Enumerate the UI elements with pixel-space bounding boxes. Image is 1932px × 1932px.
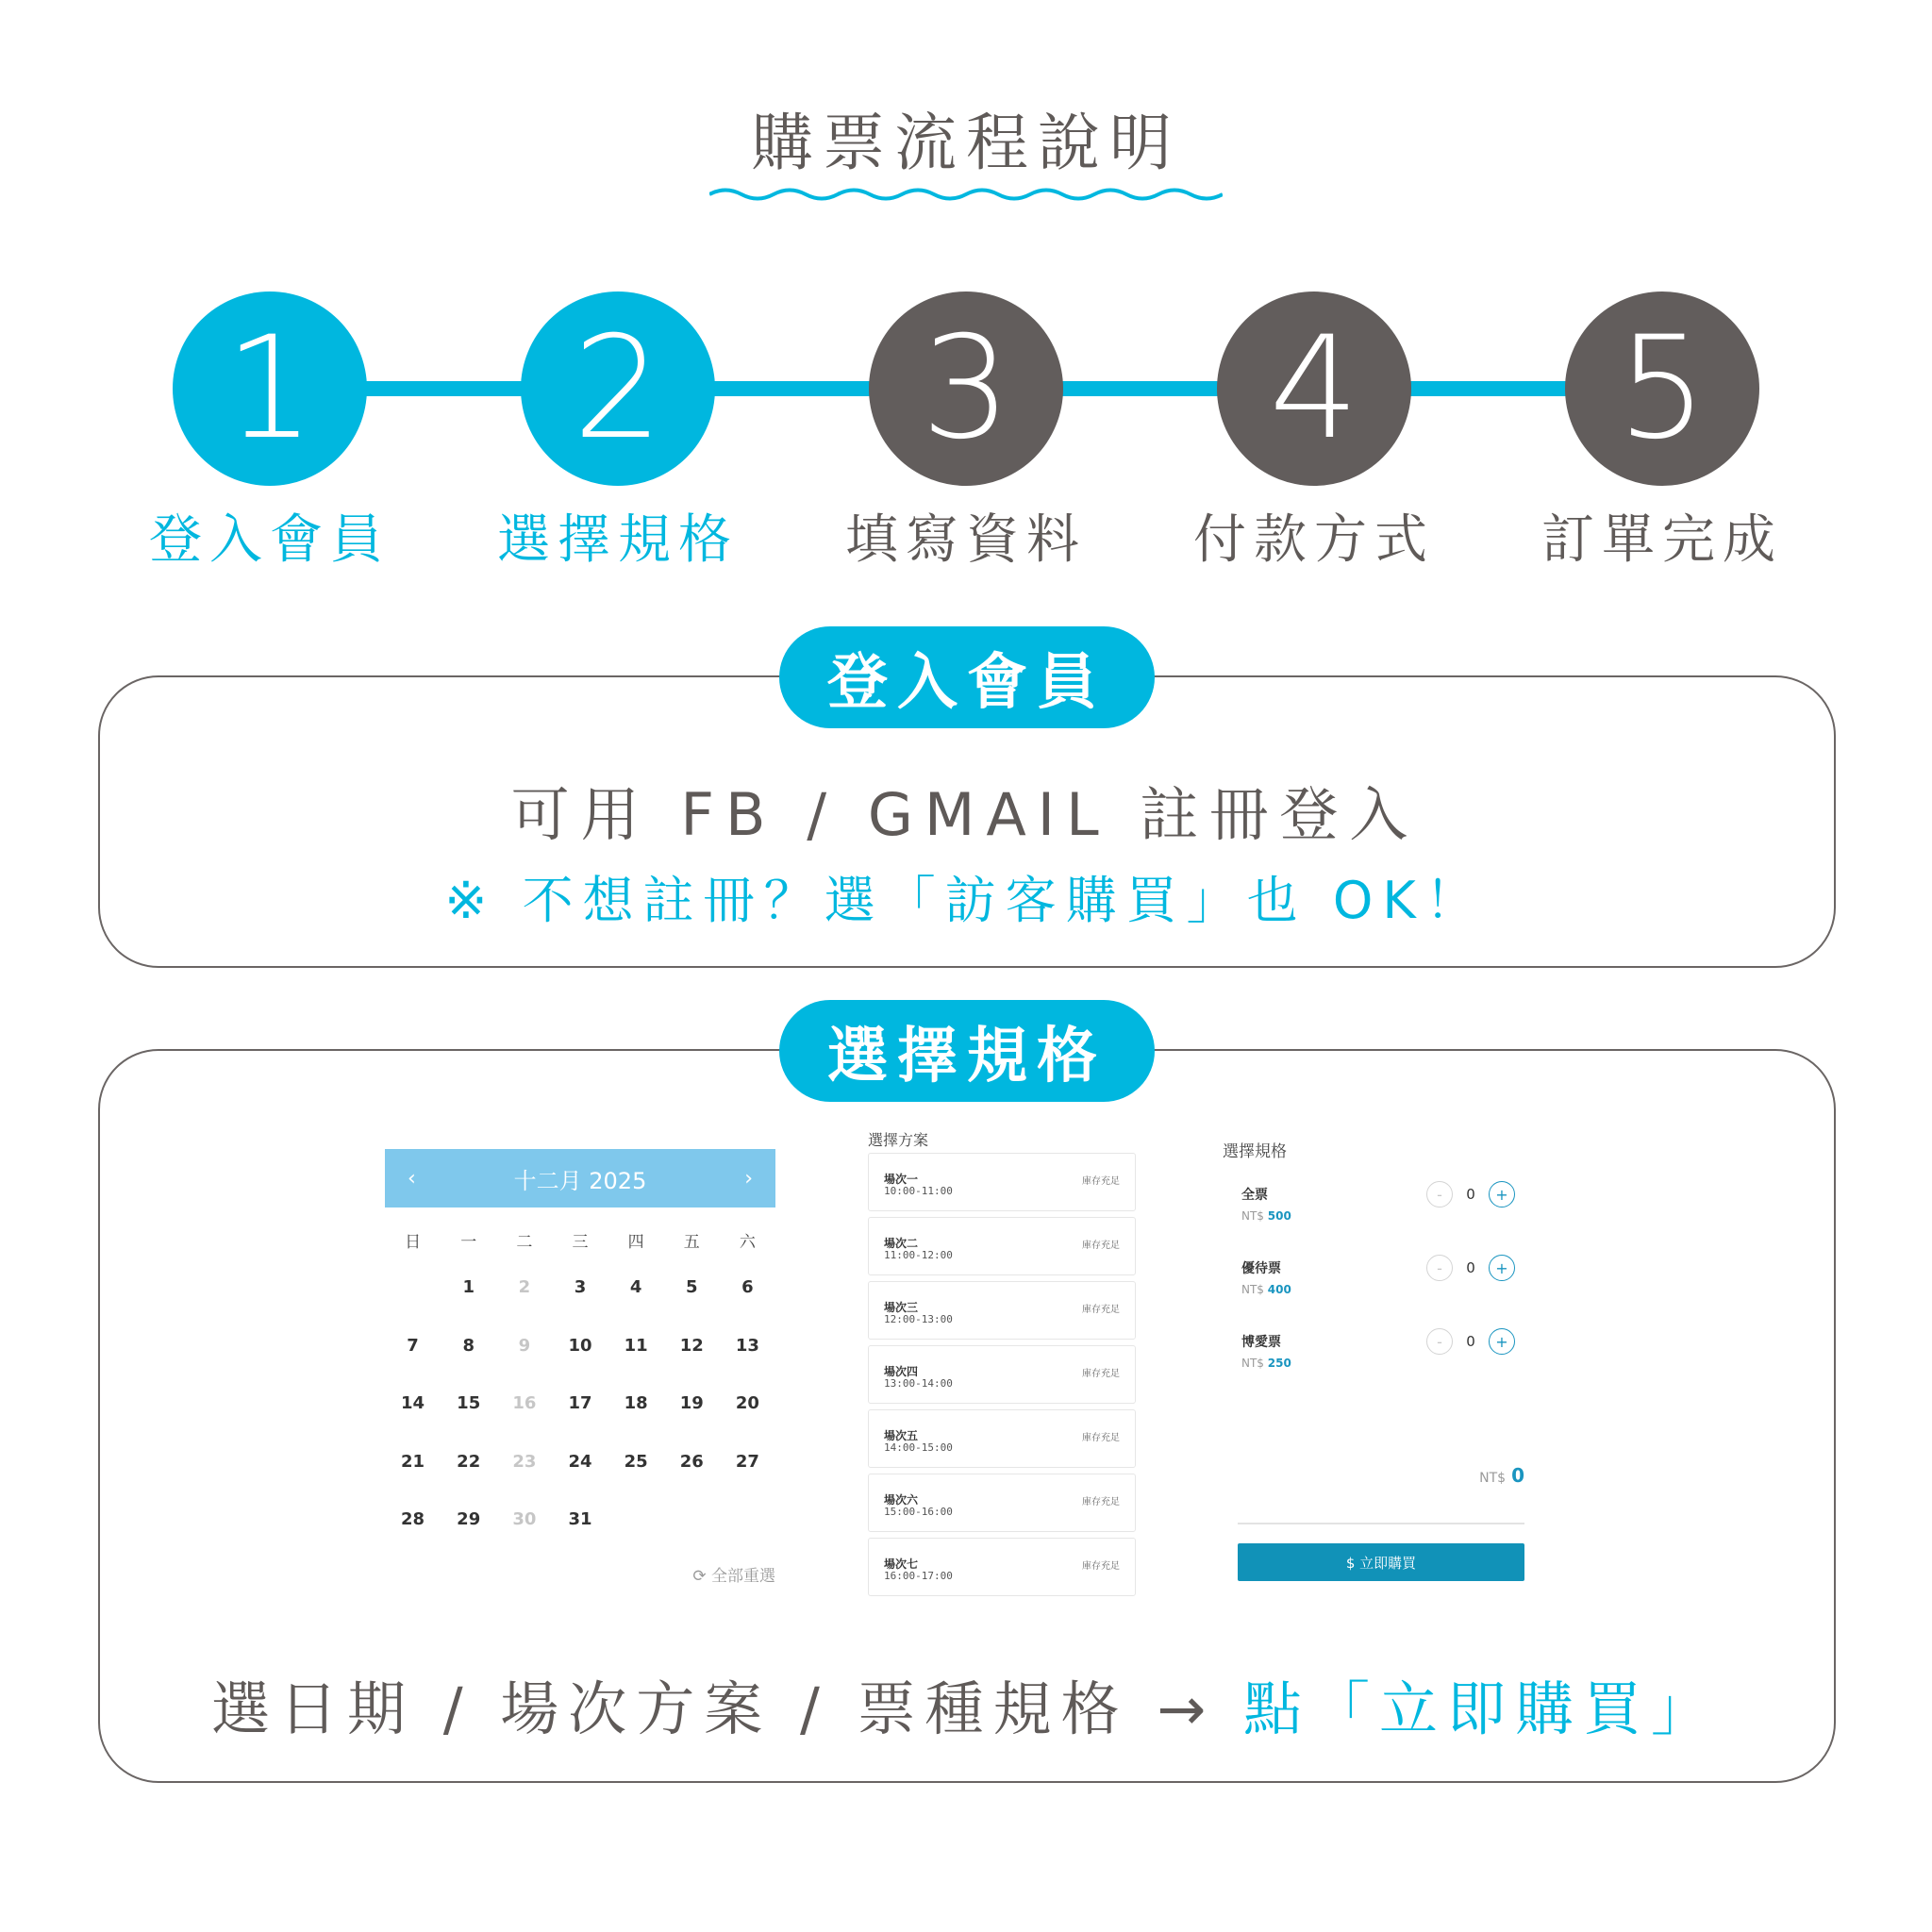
calendar-day[interactable]: 17 [568, 1393, 592, 1414]
session-time: 16:00-17:00 [884, 1570, 953, 1582]
total-price [1402, 1464, 1524, 1487]
ticket-row [1241, 1185, 1524, 1241]
calendar-weekday: 二 [516, 1232, 533, 1252]
login-method-text: 可用 FB / GMAIL 註冊登入 [510, 780, 1420, 849]
calendar-month-label: 十二月 2025 [513, 1167, 647, 1194]
calendar-day[interactable]: 31 [568, 1509, 592, 1530]
calendar-grid [385, 1221, 775, 1549]
session-time: 10:00-11:00 [884, 1185, 953, 1197]
ticket-price [1241, 1283, 1291, 1296]
session-card[interactable] [868, 1281, 1136, 1340]
spec-divider [1238, 1523, 1524, 1524]
ticket-price-value: 400 [1267, 1283, 1291, 1296]
step-2-label: 選擇規格 [497, 509, 739, 571]
session-card[interactable] [868, 1474, 1136, 1532]
ticket-price [1241, 1209, 1291, 1223]
quantity-stepper [1426, 1181, 1515, 1208]
calendar-day[interactable]: 5 [686, 1277, 698, 1298]
calendar-day: 16 [512, 1393, 537, 1414]
calendar-day[interactable]: 27 [735, 1451, 759, 1472]
step-3-label: 填寫資料 [845, 509, 1087, 571]
calendar-day[interactable]: 3 [574, 1277, 587, 1298]
session-stock-status: 庫存充足 [1082, 1176, 1120, 1187]
ticket-name: 全票 [1241, 1188, 1268, 1203]
calendar-weekday: 三 [572, 1232, 589, 1252]
calendar-day[interactable]: 29 [457, 1509, 481, 1530]
session-card[interactable] [868, 1153, 1136, 1211]
calendar-day[interactable]: 12 [679, 1335, 704, 1356]
page-title: 購票流程說明 [751, 107, 1181, 179]
spec-section-pill: 選擇規格 [779, 1000, 1155, 1102]
session-card[interactable] [868, 1538, 1136, 1596]
ticket-row [1241, 1258, 1524, 1315]
guest-purchase-note: ※ 不想註冊？選「訪客購買」也 OK！ [444, 871, 1486, 930]
calendar-day[interactable]: 20 [735, 1393, 759, 1414]
ticket-currency: NT$ [1241, 1357, 1264, 1370]
session-stock-status: 庫存充足 [1082, 1305, 1120, 1315]
session-name: 場次二 [884, 1237, 919, 1250]
spec-instruction-text: 選日期 / 場次方案 / 票種規格 → [211, 1674, 1243, 1743]
session-time: 13:00-14:00 [884, 1377, 953, 1390]
step-4-circle: 4 [1217, 291, 1411, 486]
calendar-day[interactable]: 8 [462, 1335, 475, 1356]
calendar-empty-cell [385, 1258, 441, 1317]
calendar-day: 2 [518, 1277, 531, 1298]
session-list [868, 1153, 1136, 1602]
session-card[interactable] [868, 1409, 1136, 1468]
ticket-price [1241, 1357, 1291, 1370]
plus-icon[interactable]: + [1489, 1181, 1515, 1208]
ticket-price-value: 250 [1267, 1357, 1291, 1370]
plan-title: 選擇方案 [868, 1131, 929, 1149]
step-5-label: 訂單完成 [1541, 509, 1783, 571]
ticket-row [1241, 1332, 1524, 1389]
ticket-quantity: 0 [1466, 1333, 1475, 1350]
session-stock-status: 庫存充足 [1082, 1433, 1120, 1443]
calendar-day: 9 [518, 1335, 531, 1356]
step-2-circle: 2 [521, 291, 715, 486]
ticket-quantity: 0 [1466, 1259, 1475, 1276]
session-name: 場次六 [884, 1493, 919, 1507]
total-currency: NT$ [1479, 1471, 1507, 1486]
calendar-day[interactable]: 11 [624, 1335, 648, 1356]
session-time: 15:00-16:00 [884, 1506, 953, 1518]
ticket-price-value: 500 [1267, 1209, 1291, 1223]
calendar-day[interactable]: 18 [624, 1393, 648, 1414]
calendar-day[interactable]: 25 [624, 1451, 648, 1472]
spec-panel-title: 選擇規格 [1223, 1142, 1287, 1161]
calendar-day[interactable]: 22 [457, 1451, 481, 1472]
calendar-day[interactable]: 15 [457, 1393, 481, 1414]
plus-icon[interactable]: + [1489, 1328, 1515, 1355]
quantity-stepper [1426, 1255, 1515, 1281]
calendar-day[interactable]: 4 [629, 1277, 642, 1298]
calendar-day[interactable]: 7 [407, 1335, 419, 1356]
step-4-label: 付款方式 [1193, 509, 1435, 571]
calendar-weekday: 六 [739, 1232, 756, 1252]
step-1-circle: 1 [173, 291, 367, 486]
chevron-left-icon[interactable]: ‹ [408, 1166, 416, 1191]
session-name: 場次三 [884, 1301, 919, 1314]
session-stock-status: 庫存充足 [1082, 1497, 1120, 1507]
minus-icon[interactable]: - [1426, 1328, 1453, 1355]
calendar-weekday: 日 [405, 1232, 422, 1252]
session-stock-status: 庫存充足 [1082, 1241, 1120, 1251]
quantity-stepper [1426, 1328, 1515, 1355]
session-time: 11:00-12:00 [884, 1249, 953, 1261]
reset-all-button[interactable] [660, 1562, 775, 1586]
calendar-day: 23 [512, 1451, 537, 1472]
calendar-day[interactable]: 13 [735, 1335, 759, 1356]
minus-icon[interactable]: - [1426, 1181, 1453, 1208]
calendar-header [385, 1149, 775, 1208]
calendar-day[interactable]: 26 [679, 1451, 704, 1472]
ticket-name: 優待票 [1241, 1261, 1281, 1276]
session-name: 場次七 [884, 1557, 919, 1571]
session-time: 12:00-13:00 [884, 1313, 953, 1325]
session-name: 場次一 [884, 1173, 919, 1186]
minus-icon[interactable]: - [1426, 1255, 1453, 1281]
login-section-pill: 登入會員 [779, 626, 1155, 728]
spec-instruction [98, 1662, 1832, 1746]
ticket-name: 博愛票 [1241, 1335, 1281, 1350]
step-3-circle: 3 [869, 291, 1063, 486]
wave-divider-icon [709, 184, 1223, 205]
spec-instruction-highlight: 點「立即購買」 [1242, 1674, 1719, 1743]
session-time: 14:00-15:00 [884, 1441, 953, 1454]
session-stock-status: 庫存充足 [1082, 1369, 1120, 1379]
calendar-day[interactable]: 6 [741, 1277, 754, 1298]
chevron-right-icon[interactable]: › [744, 1166, 753, 1191]
calendar-day[interactable]: 19 [679, 1393, 704, 1414]
session-stock-status: 庫存充足 [1082, 1561, 1120, 1572]
ticket-currency: NT$ [1241, 1283, 1264, 1296]
calendar-day[interactable]: 24 [568, 1451, 592, 1472]
calendar-day[interactable]: 21 [401, 1451, 425, 1472]
calendar-day[interactable]: 28 [401, 1509, 425, 1530]
session-name: 場次四 [884, 1365, 919, 1378]
calendar-day[interactable]: 1 [462, 1277, 475, 1298]
refresh-icon: ⟳ [692, 1567, 707, 1586]
plus-icon[interactable]: + [1489, 1255, 1515, 1281]
step-1-label: 登入會員 [149, 509, 391, 571]
calendar-day[interactable]: 14 [401, 1393, 425, 1414]
total-amount: 0 [1511, 1464, 1524, 1487]
buy-now-button[interactable]: $ 立即購買 [1238, 1543, 1524, 1581]
calendar-day: 30 [512, 1509, 537, 1530]
session-card[interactable] [868, 1217, 1136, 1275]
calendar-weekday: 四 [627, 1232, 644, 1252]
session-card[interactable] [868, 1345, 1136, 1404]
step-5-circle: 5 [1565, 291, 1759, 486]
session-name: 場次五 [884, 1429, 919, 1442]
reset-all-label: 全部重選 [711, 1567, 775, 1586]
calendar-weekday: 五 [683, 1232, 700, 1252]
ticket-quantity: 0 [1466, 1186, 1475, 1203]
ticket-currency: NT$ [1241, 1209, 1264, 1223]
calendar-day[interactable]: 10 [568, 1335, 592, 1356]
calendar-weekday: 一 [460, 1232, 477, 1252]
